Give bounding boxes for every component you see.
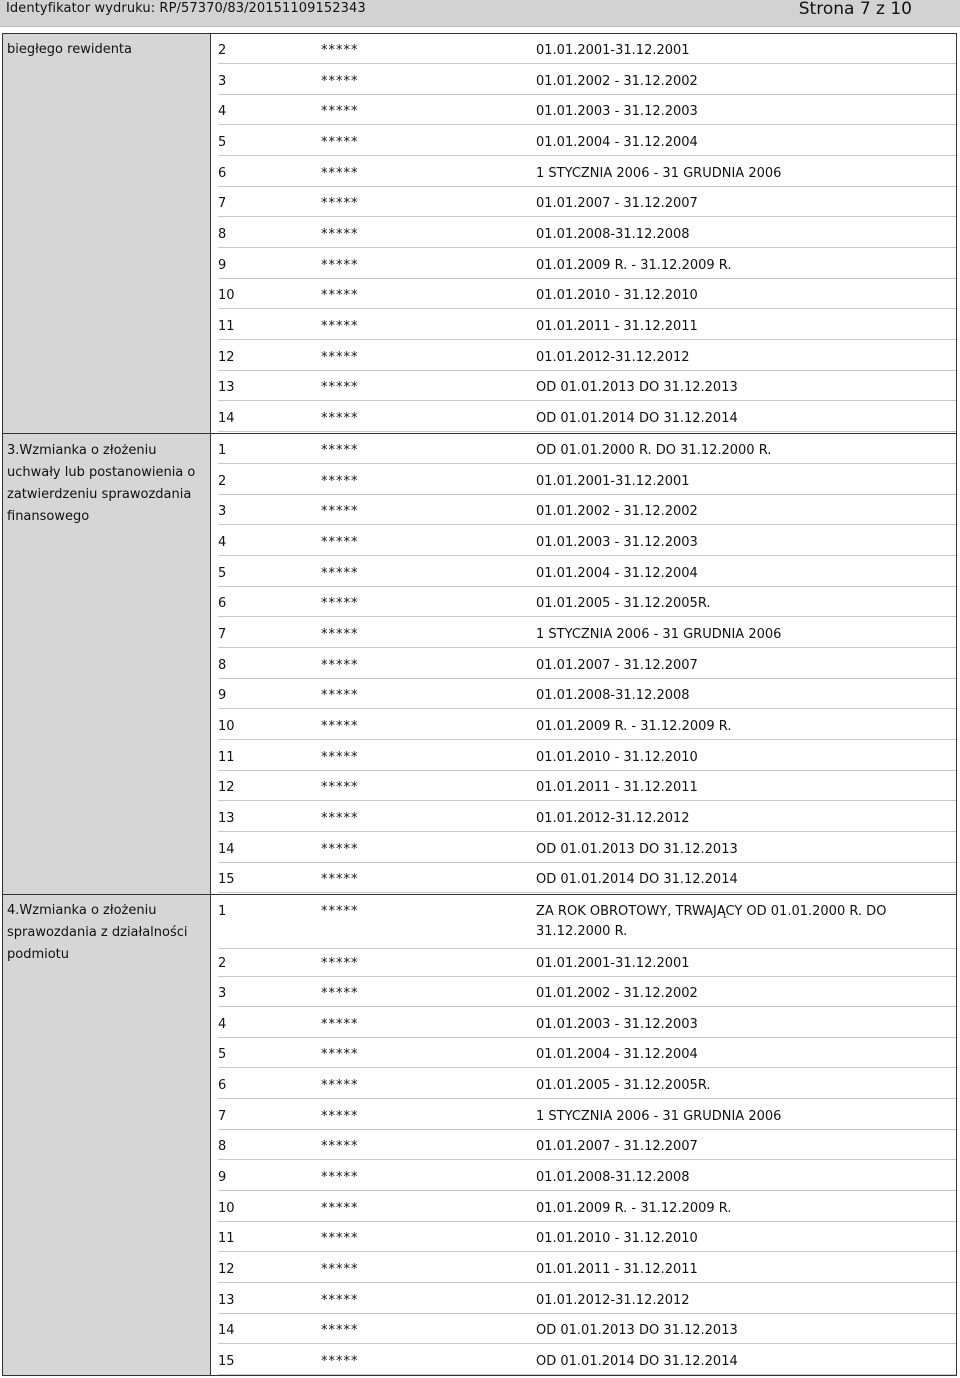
masked-value: *****: [321, 658, 359, 673]
masked-value: *****: [321, 1293, 359, 1308]
entry-number: 3: [218, 504, 227, 519]
table-row: [218, 41, 956, 64]
masked-value: *****: [321, 1139, 359, 1154]
table-row: [218, 194, 956, 217]
entry-number: 8: [218, 658, 227, 673]
masked-value: *****: [321, 227, 359, 242]
period-value: OD 01.01.2014 DO 31.12.2014: [536, 1354, 738, 1369]
table-row: [218, 1352, 956, 1375]
masked-value: *****: [321, 443, 359, 458]
entry-number: 5: [218, 1047, 227, 1062]
entry-number: 1: [218, 904, 227, 919]
period-value: 01.01.2009 R. - 31.12.2009 R.: [536, 258, 732, 273]
table-row: [218, 409, 956, 432]
masked-value: *****: [321, 43, 359, 58]
entry-number: 11: [218, 750, 235, 765]
masked-value: *****: [321, 750, 359, 765]
section-separator: [3, 894, 956, 895]
period-value: 01.01.2011 - 31.12.2011: [536, 1262, 698, 1277]
table-row: [218, 72, 956, 95]
entry-number: 9: [218, 258, 227, 273]
entry-number: 10: [218, 1201, 235, 1216]
table-row: [218, 1229, 956, 1252]
entry-number: 3: [218, 74, 227, 89]
page-number: Strona 7 z 10: [798, 0, 912, 19]
masked-value: *****: [321, 904, 359, 919]
period-value: 01.01.2012-31.12.2012: [536, 811, 690, 826]
masked-value: *****: [321, 1078, 359, 1093]
print-identifier: Identyfikator wydruku: RP/57370/83/20151109152343: [6, 1, 366, 16]
entry-number: 3: [218, 986, 227, 1001]
period-value: OD 01.01.2014 DO 31.12.2014: [536, 411, 738, 426]
entry-number: 8: [218, 227, 227, 242]
table-row: [218, 809, 956, 832]
period-value: 01.01.2002 - 31.12.2002: [536, 74, 698, 89]
period-value: 01.01.2010 - 31.12.2010: [536, 288, 698, 303]
masked-value: *****: [321, 411, 359, 426]
table-row: [218, 594, 956, 617]
masked-value: *****: [321, 319, 359, 334]
section-separator: [3, 433, 956, 434]
masked-value: *****: [321, 1170, 359, 1185]
entry-number: 4: [218, 535, 227, 550]
entry-number: 4: [218, 104, 227, 119]
period-value: 01.01.2007 - 31.12.2007: [536, 658, 698, 673]
section-label: 3.Wzmianka o złożeniu uchwały lub postanowienia o zatwierdzeniu sprawozdania finansowego: [7, 443, 196, 524]
period-value: 01.01.2008-31.12.2008: [536, 688, 690, 703]
table-row: [218, 317, 956, 340]
masked-value: *****: [321, 986, 359, 1001]
period-value: 01.01.2010 - 31.12.2010: [536, 1231, 698, 1246]
period-value: 1 STYCZNIA 2006 - 31 GRUDNIA 2006: [536, 166, 782, 181]
entry-number: 2: [218, 956, 227, 971]
entry-number: 6: [218, 596, 227, 611]
masked-value: *****: [321, 135, 359, 150]
entry-number: 12: [218, 350, 235, 365]
period-value: 01.01.2004 - 31.12.2004: [536, 566, 698, 581]
masked-value: *****: [321, 535, 359, 550]
table-row: [218, 225, 956, 248]
table-row: [218, 1321, 956, 1344]
period-value: 01.01.2001-31.12.2001: [536, 956, 690, 971]
table-row: [218, 164, 956, 187]
table-row: [218, 1076, 956, 1099]
period-value: 01.01.2005 - 31.12.2005R.: [536, 1078, 711, 1093]
period-value: 01.01.2003 - 31.12.2003: [536, 104, 698, 119]
entry-number: 11: [218, 319, 235, 334]
period-value: 01.01.2010 - 31.12.2010: [536, 750, 698, 765]
masked-value: *****: [321, 1354, 359, 1369]
table-row: [218, 1015, 956, 1038]
table-row: [218, 472, 956, 495]
masked-value: *****: [321, 104, 359, 119]
masked-value: *****: [321, 350, 359, 365]
masked-value: *****: [321, 811, 359, 826]
masked-value: *****: [321, 474, 359, 489]
section-label: biegłego rewidenta: [7, 42, 132, 57]
period-value: 01.01.2002 - 31.12.2002: [536, 986, 698, 1001]
period-value: 01.01.2009 R. - 31.12.2009 R.: [536, 719, 732, 734]
period-value: 01.01.2003 - 31.12.2003: [536, 1017, 698, 1032]
masked-value: *****: [321, 288, 359, 303]
entry-number: 2: [218, 474, 227, 489]
entry-number: 14: [218, 1323, 235, 1338]
period-value: OD 01.01.2013 DO 31.12.2013: [536, 1323, 738, 1338]
section-label-column: [3, 34, 210, 1375]
table-row: [218, 686, 956, 709]
table-row: [218, 902, 956, 949]
table-row: [218, 286, 956, 309]
table-row: [218, 984, 956, 1007]
table-row: [218, 1137, 956, 1160]
period-value: 01.01.2012-31.12.2012: [536, 350, 690, 365]
masked-value: *****: [321, 1262, 359, 1277]
entry-number: 12: [218, 1262, 235, 1277]
period-value: ZA ROK OBROTOWY, TRWAJĄCY OD 01.01.2000 R. DO 31.12.2000 R.: [536, 904, 887, 939]
entry-number: 8: [218, 1139, 227, 1154]
entry-number: 14: [218, 411, 235, 426]
table-row: [218, 778, 956, 801]
table-row: [218, 102, 956, 125]
table-row: [218, 1291, 956, 1314]
masked-value: *****: [321, 196, 359, 211]
table-row: [218, 748, 956, 771]
entry-number: 10: [218, 288, 235, 303]
table-row: [218, 1045, 956, 1068]
period-value: 01.01.2008-31.12.2008: [536, 227, 690, 242]
period-value: OD 01.01.2013 DO 31.12.2013: [536, 842, 738, 857]
masked-value: *****: [321, 842, 359, 857]
table-row: [218, 1260, 956, 1283]
masked-value: *****: [321, 956, 359, 971]
table-row: [218, 348, 956, 371]
masked-value: *****: [321, 872, 359, 887]
period-value: 01.01.2011 - 31.12.2011: [536, 780, 698, 795]
entry-number: 13: [218, 1293, 235, 1308]
masked-value: *****: [321, 688, 359, 703]
table-row: [218, 840, 956, 863]
entry-number: 13: [218, 380, 235, 395]
masked-value: *****: [321, 1047, 359, 1062]
masked-value: *****: [321, 1109, 359, 1124]
period-value: 01.01.2003 - 31.12.2003: [536, 535, 698, 550]
entry-number: 2: [218, 43, 227, 58]
table-row: [218, 656, 956, 679]
masked-value: *****: [321, 596, 359, 611]
period-value: 01.01.2005 - 31.12.2005R.: [536, 596, 711, 611]
period-value: 01.01.2011 - 31.12.2011: [536, 319, 698, 334]
table-row: [218, 502, 956, 525]
period-value: 01.01.2002 - 31.12.2002: [536, 504, 698, 519]
entry-number: 7: [218, 196, 227, 211]
table-row: [218, 133, 956, 156]
period-value: 01.01.2004 - 31.12.2004: [536, 135, 698, 150]
masked-value: *****: [321, 627, 359, 642]
section-label: 4.Wzmianka o złożeniu sprawozdania z działalności podmiotu: [7, 903, 188, 962]
table-row: [218, 625, 956, 648]
entry-number: 9: [218, 688, 227, 703]
table-row: [218, 533, 956, 556]
table-row: [218, 1199, 956, 1222]
entry-number: 6: [218, 1078, 227, 1093]
table-row: [218, 1107, 956, 1130]
table-row: [218, 256, 956, 279]
masked-value: *****: [321, 1201, 359, 1216]
entry-number: 13: [218, 811, 235, 826]
period-value: 1 STYCZNIA 2006 - 31 GRUDNIA 2006: [536, 627, 782, 642]
entry-number: 14: [218, 842, 235, 857]
column-divider: [210, 34, 211, 1375]
masked-value: *****: [321, 566, 359, 581]
masked-value: *****: [321, 166, 359, 181]
period-value: 01.01.2012-31.12.2012: [536, 1293, 690, 1308]
period-value: 01.01.2008-31.12.2008: [536, 1170, 690, 1185]
period-value: 01.01.2007 - 31.12.2007: [536, 1139, 698, 1154]
print-header: [0, 0, 960, 27]
entry-number: 10: [218, 719, 235, 734]
period-value: 01.01.2009 R. - 31.12.2009 R.: [536, 1201, 732, 1216]
entry-number: 5: [218, 135, 227, 150]
masked-value: *****: [321, 1323, 359, 1338]
masked-value: *****: [321, 780, 359, 795]
period-value: 01.01.2001-31.12.2001: [536, 474, 690, 489]
period-value: 1 STYCZNIA 2006 - 31 GRUDNIA 2006: [536, 1109, 782, 1124]
table-row: [218, 564, 956, 587]
entry-number: 15: [218, 1354, 235, 1369]
registry-table: [2, 33, 957, 1376]
masked-value: *****: [321, 380, 359, 395]
masked-value: *****: [321, 719, 359, 734]
masked-value: *****: [321, 504, 359, 519]
table-row: [218, 441, 956, 464]
table-row: [218, 378, 956, 401]
entry-number: 4: [218, 1017, 227, 1032]
masked-value: *****: [321, 258, 359, 273]
table-row: [218, 717, 956, 740]
period-value: OD 01.01.2014 DO 31.12.2014: [536, 872, 738, 887]
masked-value: *****: [321, 1017, 359, 1032]
entry-number: 12: [218, 780, 235, 795]
table-row: [218, 1168, 956, 1191]
period-value: 01.01.2001-31.12.2001: [536, 43, 690, 58]
entry-number: 5: [218, 566, 227, 581]
table-row: [218, 954, 956, 977]
entry-number: 7: [218, 627, 227, 642]
entry-number: 7: [218, 1109, 227, 1124]
period-value: 01.01.2004 - 31.12.2004: [536, 1047, 698, 1062]
entry-number: 15: [218, 872, 235, 887]
masked-value: *****: [321, 74, 359, 89]
entry-number: 11: [218, 1231, 235, 1246]
period-value: 01.01.2007 - 31.12.2007: [536, 196, 698, 211]
entry-number: 9: [218, 1170, 227, 1185]
period-value: OD 01.01.2000 R. DO 31.12.2000 R.: [536, 443, 772, 458]
entry-number: 6: [218, 166, 227, 181]
period-value: OD 01.01.2013 DO 31.12.2013: [536, 380, 738, 395]
table-row: [218, 870, 956, 893]
masked-value: *****: [321, 1231, 359, 1246]
entry-number: 1: [218, 443, 227, 458]
